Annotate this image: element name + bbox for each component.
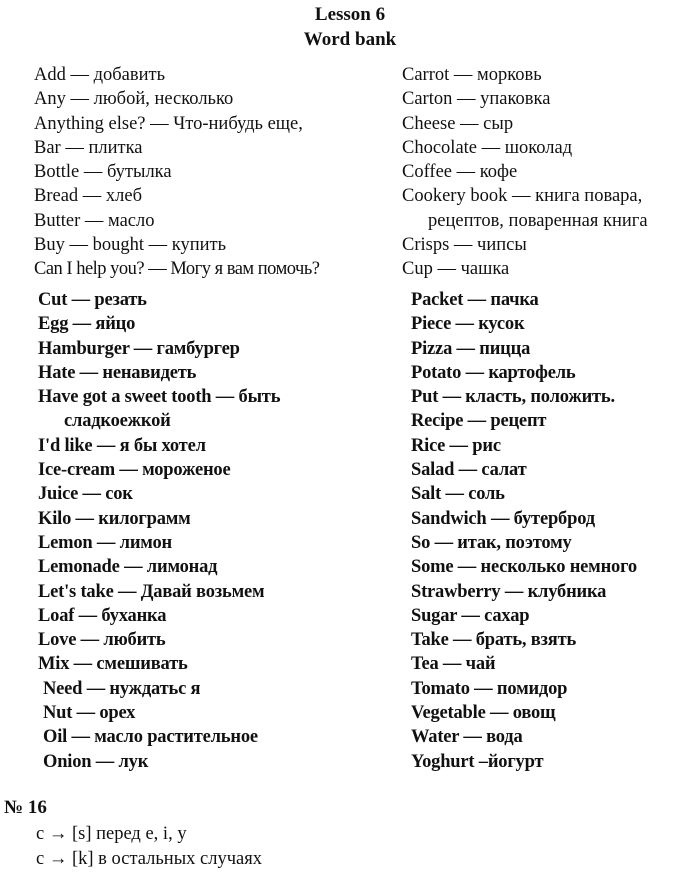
lesson-title: Lesson 6 — [314, 4, 386, 25]
word-entry: Juice — сок — [38, 484, 133, 505]
word-entry: Egg — яйцо — [38, 314, 136, 335]
word-entry: Some — несколько немного — [411, 557, 637, 578]
word-entry: So — итак, поэтому — [411, 532, 572, 553]
word-entry: Bread — хлеб — [34, 186, 143, 207]
word-list-right-bottom — [411, 288, 637, 774]
word-entry: Water — вода — [411, 727, 523, 748]
word-entry: Add — добавить — [34, 65, 166, 85]
word-entry: Loaf — буханка — [38, 605, 167, 626]
word-entry: Packet — пачка — [411, 290, 539, 310]
word-entry: Hate — ненавидеть — [38, 362, 197, 383]
exercise-number: № 16 — [4, 797, 47, 818]
word-entry: Chocolate — шоколад — [402, 137, 573, 158]
word-entry: Carton — упаковка — [402, 89, 551, 110]
word-entry: Have got a sweet tooth — быть — [38, 387, 281, 408]
word-entry: Hamburger — гамбургер — [38, 338, 240, 359]
word-entry: Ice-cream — мороженое — [38, 460, 231, 481]
word-entry: I'd like — я бы хотел — [38, 435, 206, 456]
word-entry: Strawberry — клубника — [411, 581, 607, 602]
word-entry: Anything else? — Что-нибудь еще, — [34, 113, 303, 134]
word-entry: Nut — орех — [43, 703, 136, 724]
word-list-right-top — [402, 63, 648, 282]
word-entry-continuation: сладкоежкой — [64, 411, 171, 432]
word-entry: Cup — чашка — [402, 259, 510, 280]
word-entry: Coffee — кофе — [402, 162, 518, 183]
word-entry: Love — любить — [38, 630, 166, 651]
word-entry: Potato — картофель — [411, 362, 576, 383]
word-entry: Cookery book — книга повара, — [402, 186, 643, 207]
word-entry: Pizza — пицца — [411, 338, 531, 359]
word-entry: Cut — резать — [38, 290, 147, 310]
word-list-left-bottom — [38, 288, 280, 774]
word-entry: Tea — чай — [411, 654, 496, 675]
word-entry: Onion — лук — [43, 751, 149, 772]
word-entry: Sugar — сахар — [411, 605, 530, 626]
word-entry: Rice — рис — [411, 435, 501, 456]
word-entry: Sandwich — бутерброд — [411, 508, 595, 529]
word-entry: Can I help you? — Могу я вам помочь? — [34, 259, 320, 280]
word-entry: Buy — bought — купить — [34, 235, 227, 256]
word-entry: Mix — смешивать — [38, 654, 188, 675]
word-entry: Lemonade — лимонад — [38, 557, 218, 578]
word-entry: Recipe — рецепт — [411, 411, 547, 432]
word-entry: Take — брать, взять — [411, 630, 577, 651]
word-entry: Kilo — килограмм — [38, 508, 191, 529]
pronunciation-rule-k: c → [k] в остальных случаях — [36, 849, 262, 869]
word-entry: Carrot — морковь — [402, 65, 542, 85]
word-entry: Lemon — лимон — [38, 532, 172, 553]
word-entry: Any — любой, несколько — [34, 89, 234, 110]
word-bank-heading: Word bank — [303, 29, 397, 50]
word-entry: Put — класть, положить. — [411, 387, 615, 408]
word-entry: Let's take — Давай возьмем — [38, 581, 265, 602]
word-list-left-top — [34, 63, 320, 282]
word-entry: Vegetable — овощ — [411, 703, 556, 724]
word-entry: Bar — плитка — [34, 137, 143, 158]
word-entry: Crisps — чипсы — [402, 235, 527, 256]
word-entry: Bottle — бутылка — [34, 162, 172, 183]
pronunciation-rule-s: c → [s] перед e, i, y — [36, 824, 187, 844]
word-entry: Cheese — сыр — [402, 113, 514, 134]
word-entry: Need — нуждатьс я — [43, 678, 201, 699]
word-entry: Piece — кусок — [411, 314, 525, 335]
word-entry: Salt — соль — [411, 484, 505, 505]
word-entry: Butter — масло — [34, 210, 155, 231]
word-entry: Salad — салат — [411, 460, 527, 481]
word-entry: Yoghurt –йогурт — [411, 751, 544, 772]
word-entry-continuation: рецептов, поваренная книга — [428, 210, 648, 231]
word-entry: Tomato — помидор — [411, 678, 568, 699]
word-entry: Oil — масло растительное — [43, 727, 258, 748]
